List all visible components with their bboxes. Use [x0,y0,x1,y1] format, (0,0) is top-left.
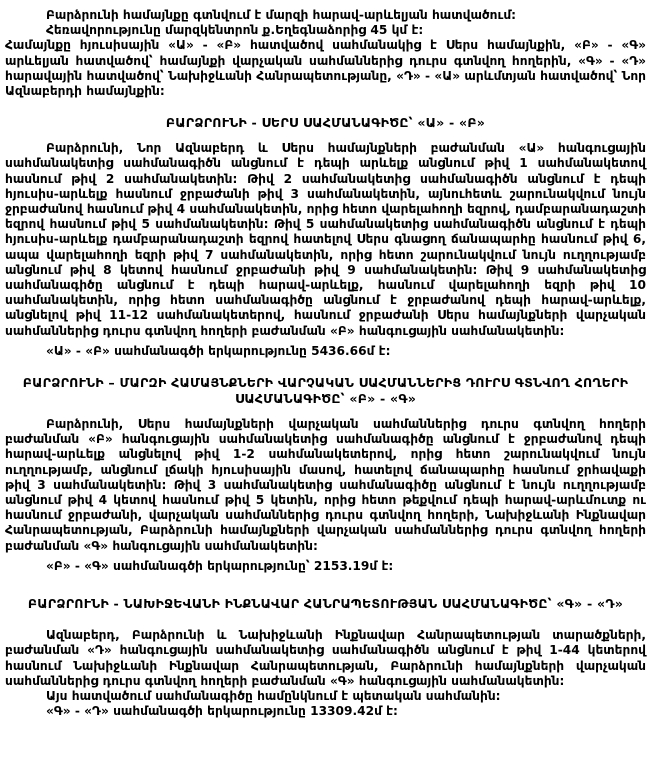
section-b-g-heading-line2: ՍԱՀՄԱՆԱԳԻԾԸ՝ «Բ» - «Գ» [234,391,417,407]
section-a-b-body: Բարձրունի, Նոր Ազնաբերդ և Սերս համայնքների բաժանման «Ա» հանգուցային սահմանակետից սահմանագիծն անցնում է դեպի արևելք անցնում թիվ 1 սահմանակետով հասնում թիվ 2 սահմանակետին: Թիվ 2 սահմանակետից սահմանագիծն անցնում է դեպի հյուսիս-արևելք հասնում ջրբաժանի թիվ 3 սահմանակետին, այնուհետև շարունակվում նույն ջրբաժանով հասնում թիվ 4 սահմանակետին, որից հետո վարելահողի եզրով, դամբարանադաշտի եզրով հասնում թիվ 5 սահմանակետին: Թիվ 5 սահմանակետից սահմանագիծն անցնում է դեպի հյուսիս-արևելք դամբարանադաշտի եզրով հատելով Սերս գնացող ճանապարհը հասնում թիվ 6, ապա վարելահողի եզրի թիվ 7 սահմանակետին, որից հետո շարունակվում նույն ուղղությամբ անցնում թիվ 8 կետով հասնում ջրբաժանի թիվ 9 սահմանակետին: Թիվ 9 սահմանակետից սահմանագիծը անցնում է դեպի հարավ-արևելք, հասնում վարելահողի եզրի թիվ 10 սահմանակետին, որից հետո սահմանագիծը անցնում է ջրբաժանով դեպի հարավ-արևելք, անցնելով թիվ 11-12 սահմանակետերով, հասնում ջրբաժանի Սերս համայնքների վարչական սահմաններից դուրս գտնվող հողերի բաժանման «Բ» հանգուցային սահմանակետին: [5,141,646,338]
intro-distance-line: Հեռավորությունը մարզկենտրոն ք.Եղեգնաձորից 45 կմ է: [46,23,424,38]
section-g-d-length-line: «Գ» - «Դ» սահմանագծի երկարությունը 13309.42մ է: [46,704,398,719]
intro-borders-paragraph: Համայնքը հյուսիսային «Ա» - «Բ» հատվածով սահմանակից է Սերս համայնքին, «Բ» - «Գ» արևելյան հատվածով՝ համայնքի վարչական սահմաններից դուրս գտնվող հողերին, «Գ» - «Դ» հարավային հատվածով՝ Նախիջևանի Հանրապետությանը, «Դ» - «Ա» արևմտյան հատվածով՝ Նոր Ազնաբերդի համայնքին: [5,38,646,99]
section-g-d-note-line: Այս հատվածում սահմանագիծը համընկնում է պետական սահմանին: [46,688,501,703]
spacer [5,574,646,596]
section-b-g-heading: ԲԱՐՁՐՈՒՆԻ – ՄԱՐԶԻ ՀԱՄԱՅՆՔՆԵՐԻ ՎԱՐՉԱԿԱՆ ՍԱՀՄԱՆՆԵՐԻՑ ԴՈՒՐՍ ԳՏՆՎՈՂ ՀՈՂԵՐԻ [22,375,629,391]
spacer [5,612,646,628]
spacer [5,99,646,115]
section-b-g-length-line: «Բ» - «Գ» սահմանագծի երկարությունը՝ 2153.19մ է: [46,558,394,573]
section-a-b-length-line: «Ա» - «Բ» սահմանագծի երկարությունը 5436.66մ է: [46,343,391,358]
spacer [5,407,646,417]
section-b-g-body: Բարձրունի, Սերս համայնքների վարչական սահմաններից դուրս գտնվող հողերի բաժանման «Բ» հանգուցային սահմանակետից սահմանագիծը անցնում է ջրբաժանով դեպի հարավ-արևելք անցնելով թիվ 1-2 սահմանակետերով, որից հետո շարունակվում նույն ուղղությամբ, անցնում լճակի հյուսիսային մասով, հատելով ճանապարհը հասնում ջրհավաքի թիվ 3 սահմանակետին: Թիվ 3 սահմանակետից սահմանագիծը անցնում է նույն ուղղությամբ անցնում թիվ 4 կետով հասնում թիվ 5 կետին, որից հետո թեքվում դեպի հարավ-արևմուտք ու հասնում ջրբաժանի, վարչական սահմաններից դուրս գտնվող հողերի, Նախիջևանի Ինքնավար Հանրապետության, Բարձրունի համայնքների վարչական սահմաններից դուրս գտնվող հողերի բաժանման «Գ» հանգուցային սահմանակետին: [5,417,646,553]
section-a-b-heading: ԲԱՐՁՐՈՒՆԻ - ՍԵՐՍ ՍԱՀՄԱՆԱԳԻԾԸ՝ «Ա» - «Բ» [165,115,486,131]
intro-location-line: Բարձրունի համայնքը գտնվում է մարզի հարավ-արևելյան հատվածում: [46,8,517,22]
section-g-d-body: Ազնաբերդ, Բարձրունի և Նախիջևանի Ինքնավար Հանրապետության տարածքների, բաժանման «Դ» հանգուցային սահմանակետից սահմանագիծն անցնում է թիվ 1-44 կետերով հասնում Նախիջևանի Ինքնավար Հանրապետության, Բարձրունի համայնքների վարչական սահմաններից դուրս գտնվող հողերի բաժանման «Գ» հանգուցային սահմանակետին: [5,628,646,688]
section-g-d-heading: ԲԱՐՁՐՈՒՆԻ - ՆԱԽԻՋԵՎԱՆԻ ԻՆՔՆԱՎԱՐ ՀԱՆՐԱՊԵՏՈՒԹՅԱՆ ՍԱՀՄԱՆԱԳԻԾԸ՝ «Գ» - «Դ» [27,596,624,612]
spacer [5,359,646,375]
spacer [5,131,646,141]
